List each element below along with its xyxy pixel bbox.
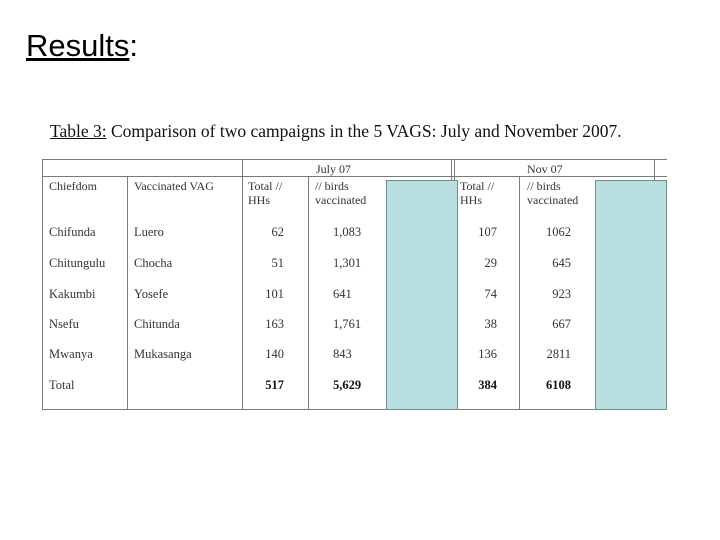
row-4-nov-hh: 38 xyxy=(484,317,497,331)
slide-title xyxy=(26,28,138,64)
july-column-overlay-box xyxy=(386,180,458,410)
table-caption-text: Comparison of two campaigns in the 5 VAGS: July and November 2007. xyxy=(106,121,622,141)
col-header-jul-birds-line2: vaccinated xyxy=(315,193,367,207)
group-header-divider xyxy=(42,176,667,177)
row-3-chiefdom: Kakumbi xyxy=(49,287,96,301)
col-header-chiefdom: Chiefdom xyxy=(49,179,97,193)
col-divider-3 xyxy=(308,176,309,410)
row-4-nov-birds: 667 xyxy=(552,317,571,331)
total-jul-birds: 5,629 xyxy=(333,378,362,392)
row-3-vag: Yosefe xyxy=(134,287,169,301)
col-header-nov-total-line1: Total // xyxy=(460,179,495,193)
row-3-jul-birds: 641 xyxy=(333,287,352,301)
nov-column-overlay-box xyxy=(595,180,667,410)
table-left-border xyxy=(42,159,43,410)
slide-title-colon: : xyxy=(129,28,138,63)
table-bottom-border xyxy=(42,409,667,410)
total-jul-hh: 517 xyxy=(265,378,284,392)
row-2-nov-hh: 29 xyxy=(484,256,497,270)
total-label: Total xyxy=(49,378,75,392)
group-header-july: July 07 xyxy=(316,162,352,176)
group-header-nov: Nov 07 xyxy=(527,162,563,176)
col-header-jul-birds-line1: // birds xyxy=(315,179,349,193)
col-divider-1 xyxy=(127,176,128,410)
row-2-jul-birds: 1,301 xyxy=(333,256,362,270)
row-2-nov-birds: 645 xyxy=(552,256,571,270)
col-header-vag: Vaccinated VAG xyxy=(134,179,214,193)
col-header-nov-birds-line1: // birds xyxy=(527,179,561,193)
row-5-jul-hh: 140 xyxy=(265,347,284,361)
col-header-jul-total-line1: Total // xyxy=(248,179,283,193)
col-header-jul-total xyxy=(248,179,282,207)
row-5-jul-birds: 843 xyxy=(333,347,352,361)
row-1-jul-birds: 1,083 xyxy=(333,225,362,239)
row-5-nov-hh: 136 xyxy=(478,347,497,361)
row-5-vag: Mukasanga xyxy=(134,347,192,361)
row-4-chiefdom: Nsefu xyxy=(49,317,79,331)
row-3-nov-hh: 74 xyxy=(484,287,497,301)
col-header-jul-total-line2: HHs xyxy=(248,193,271,207)
table-caption xyxy=(50,121,622,142)
table-top-border xyxy=(42,159,667,160)
row-5-nov-birds: 2811 xyxy=(546,347,571,361)
row-5-chiefdom: Mwanya xyxy=(49,347,93,361)
total-nov-birds: 6108 xyxy=(546,378,571,392)
slide-title-text: Results xyxy=(26,28,130,63)
row-2-chiefdom: Chitungulu xyxy=(49,256,106,270)
row-2-jul-hh: 51 xyxy=(271,256,284,270)
col-header-nov-birds-line2: vaccinated xyxy=(527,193,579,207)
row-3-nov-birds: 923 xyxy=(552,287,571,301)
col-header-nov-birds xyxy=(527,179,578,207)
row-4-jul-hh: 163 xyxy=(265,317,284,331)
total-nov-hh: 384 xyxy=(478,378,497,392)
row-1-nov-hh: 107 xyxy=(478,225,497,239)
row-1-chiefdom: Chifunda xyxy=(49,225,96,239)
col-header-nov-total xyxy=(460,179,494,207)
table-caption-label: Table 3: xyxy=(50,121,107,141)
col-divider-2 xyxy=(242,159,243,410)
col-header-nov-total-line2: HHs xyxy=(460,193,483,207)
row-2-vag: Chocha xyxy=(134,256,173,270)
col-header-jul-birds xyxy=(315,179,366,207)
row-4-jul-birds: 1,761 xyxy=(333,317,362,331)
comparison-table xyxy=(42,159,667,411)
row-1-jul-hh: 62 xyxy=(271,225,284,239)
row-1-vag: Luero xyxy=(134,225,164,239)
row-3-jul-hh: 101 xyxy=(265,287,284,301)
row-1-nov-birds: 1062 xyxy=(546,225,571,239)
row-4-vag: Chitunda xyxy=(134,317,180,331)
